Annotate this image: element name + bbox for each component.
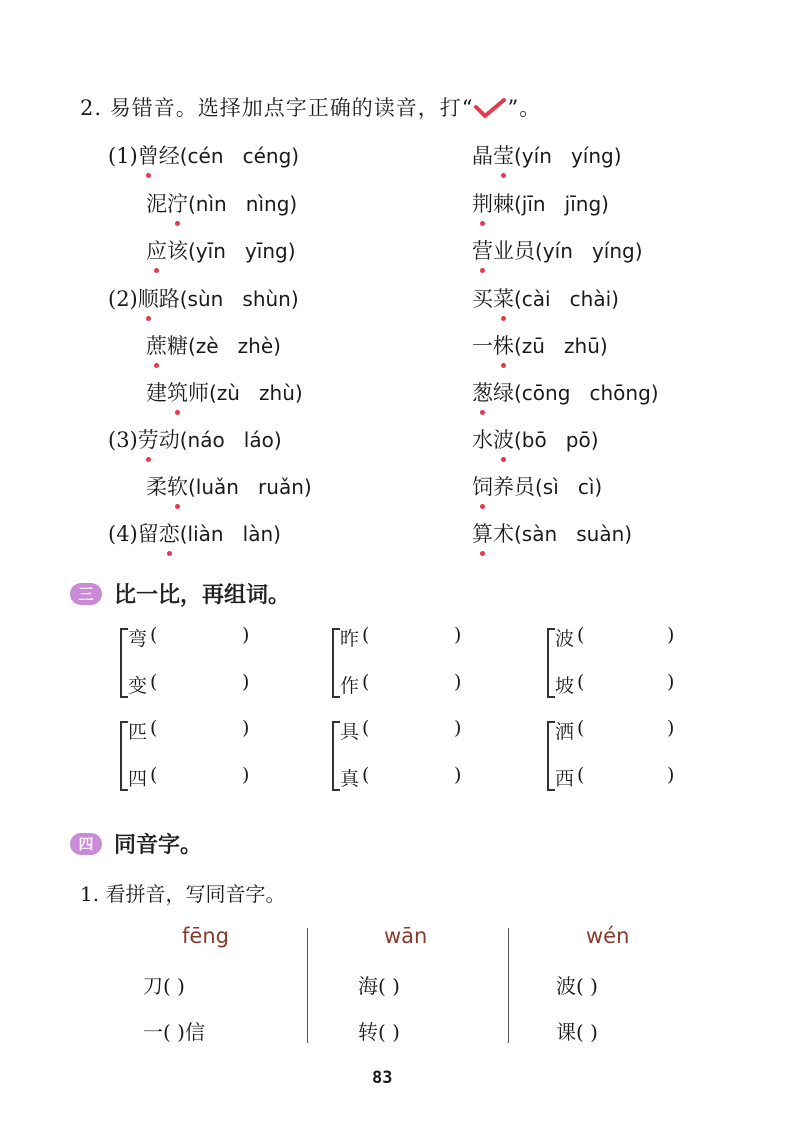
answer-close-paren: ): [242, 624, 250, 646]
compare-char: 变: [128, 675, 148, 697]
homophone-blank: 一( )信: [143, 1020, 205, 1044]
pinyin-options[interactable]: (zū zhū): [514, 334, 608, 358]
pinyin-options[interactable]: (yín yíng): [535, 239, 643, 263]
pinyin-item-row: [146, 377, 303, 409]
answer-close-paren: ): [667, 624, 675, 646]
dotted-char: 饲: [472, 471, 493, 503]
homophone-blank: 波( ): [556, 974, 598, 998]
pinyin-options[interactable]: (zù zhù): [209, 381, 303, 405]
answer-open-paren: (: [362, 717, 370, 739]
compare-char: 西: [555, 768, 575, 790]
dotted-char: 波: [493, 424, 514, 456]
question-2-label: 2. 易错音。选择加点字正确的读音，打“: [80, 96, 474, 120]
word-char: 泥: [146, 192, 167, 216]
compare-char: 具: [340, 721, 360, 743]
pinyin-item-row: [472, 330, 608, 362]
answer-close-paren: ): [454, 717, 462, 739]
compare-char: 昨: [340, 628, 360, 650]
section-4-title: 同音字。: [114, 833, 203, 858]
answer-open-paren: (: [362, 764, 370, 786]
column-divider: [508, 928, 509, 1043]
dotted-char: 泞: [167, 188, 188, 220]
word-char: 师: [188, 381, 209, 405]
compare-char: 匹: [128, 721, 148, 743]
word-char: 棘: [493, 192, 514, 216]
pinyin-options[interactable]: (sì cì): [535, 475, 603, 499]
item-number: (1): [108, 144, 138, 168]
word-char: 买: [472, 287, 493, 311]
pinyin-header-wen: wén: [586, 924, 630, 948]
pair-brace: [547, 628, 555, 698]
dotted-char: 营: [472, 235, 493, 267]
dotted-char: 顺: [138, 283, 159, 315]
pinyin-item-row: [146, 330, 281, 362]
answer-open-paren: (: [150, 764, 158, 786]
dotted-char: 株: [493, 330, 514, 362]
dotted-char: 菜: [493, 283, 514, 315]
word-char: 经: [158, 144, 180, 168]
dotted-char: 劳: [138, 424, 159, 456]
pinyin-item-row: [146, 235, 296, 267]
item-number: (2): [108, 287, 138, 311]
pinyin-options[interactable]: (cài chài): [514, 287, 619, 311]
answer-close-paren: ): [454, 624, 462, 646]
word-char: 建: [146, 381, 167, 405]
word-char: 柔: [146, 475, 167, 499]
pinyin-options[interactable]: (sùn shùn): [179, 287, 299, 311]
dotted-char: 蔗: [146, 330, 167, 362]
pinyin-item-row: [472, 188, 609, 220]
question-2-label-end: ”。: [507, 96, 542, 120]
pair-brace: [332, 628, 340, 698]
pinyin-options[interactable]: (liàn làn): [179, 522, 281, 546]
homophone-blank: 转( ): [358, 1020, 400, 1044]
word-char: 养员: [493, 475, 535, 499]
pinyin-item-row: [472, 140, 622, 172]
dotted-char: 软: [167, 471, 188, 503]
pinyin-header-feng: fēng: [182, 924, 229, 948]
answer-open-paren: (: [150, 624, 158, 646]
word-char: 水: [472, 428, 493, 452]
column-divider: [307, 928, 308, 1043]
dotted-char: 算: [472, 518, 493, 550]
word-char: 留: [137, 522, 159, 546]
item-number: (4): [108, 522, 138, 546]
compare-char: 洒: [555, 721, 575, 743]
dotted-char: 应: [146, 235, 167, 267]
dotted-char: 曾: [138, 140, 159, 172]
pinyin-options[interactable]: (yín yíng): [514, 144, 622, 168]
pinyin-item-row: [472, 283, 619, 315]
page-number: 83: [372, 1068, 393, 1088]
answer-open-paren: (: [150, 671, 158, 693]
word-char: 绿: [493, 381, 514, 405]
answer-open-paren: (: [362, 624, 370, 646]
word-char: 业员: [493, 239, 535, 263]
answer-open-paren: (: [362, 671, 370, 693]
compare-char: 弯: [128, 628, 148, 650]
dotted-char: 恋: [159, 518, 180, 550]
pinyin-options[interactable]: (náo láo): [179, 428, 282, 452]
pinyin-options[interactable]: (cōng chōng): [514, 381, 659, 405]
pinyin-options[interactable]: (bō pō): [514, 428, 599, 452]
answer-close-paren: ): [242, 671, 250, 693]
homophone-blank: 课( ): [556, 1020, 598, 1044]
pinyin-item-row: [108, 283, 299, 315]
item-number: (3): [108, 428, 138, 452]
pinyin-item-row: [472, 377, 659, 409]
dotted-char: 荆: [472, 188, 493, 220]
pinyin-item-row: [108, 424, 282, 456]
compare-char: 波: [555, 628, 575, 650]
answer-close-paren: ): [454, 671, 462, 693]
pinyin-item-row: [108, 140, 299, 172]
word-char: 该: [167, 239, 188, 263]
pinyin-item-row: [472, 471, 602, 503]
checkmark-icon: [473, 97, 507, 119]
pinyin-options[interactable]: (luǎn ruǎn): [188, 475, 312, 499]
dotted-char: 筑: [167, 377, 188, 409]
word-char: 动: [158, 428, 180, 452]
answer-open-paren: (: [577, 717, 585, 739]
pinyin-item-row: [146, 188, 297, 220]
pinyin-options[interactable]: (yīn yīng): [188, 239, 296, 263]
question-2-heading: [80, 92, 541, 122]
pinyin-options[interactable]: (sàn suàn): [514, 522, 633, 546]
pinyin-item-row: [472, 518, 632, 550]
answer-close-paren: ): [242, 717, 250, 739]
pinyin-options[interactable]: (cén céng): [179, 144, 300, 168]
compare-char: 真: [340, 768, 360, 790]
section-4-subquestion: 1. 看拼音，写同音字。: [80, 882, 286, 906]
pinyin-item-row: [146, 471, 312, 503]
answer-open-paren: (: [577, 764, 585, 786]
dotted-char: 葱: [472, 377, 493, 409]
answer-close-paren: ): [242, 764, 250, 786]
answer-close-paren: ): [667, 764, 675, 786]
answer-close-paren: ): [667, 717, 675, 739]
compare-char: 作: [340, 675, 360, 697]
pair-brace: [547, 721, 555, 791]
answer-close-paren: ): [667, 671, 675, 693]
answer-open-paren: (: [577, 671, 585, 693]
section-3-title: 比一比，再组词。: [114, 583, 291, 608]
pinyin-item-row: [472, 424, 599, 456]
section-4-badge: 四: [70, 833, 102, 855]
dotted-char: 莹: [493, 140, 514, 172]
word-char: 糖: [167, 334, 188, 358]
word-char: 晶: [472, 144, 493, 168]
pinyin-options[interactable]: (jīn jīng): [514, 192, 609, 216]
pair-brace: [120, 721, 128, 791]
compare-char: 四: [128, 768, 148, 790]
answer-open-paren: (: [577, 624, 585, 646]
word-char: 术: [493, 522, 514, 546]
word-char: 一: [472, 334, 493, 358]
pair-brace: [120, 628, 128, 698]
section-3-badge: 三: [70, 583, 102, 605]
answer-close-paren: ): [454, 764, 462, 786]
homophone-blank: 海( ): [358, 974, 400, 998]
homophone-blank: 刀( ): [143, 974, 185, 998]
pinyin-item-row: [472, 235, 643, 267]
compare-char: 坡: [555, 675, 575, 697]
pinyin-item-row: [108, 518, 281, 550]
pair-brace: [332, 721, 340, 791]
pinyin-options[interactable]: (nìn nìng): [188, 192, 298, 216]
pinyin-options[interactable]: (zè zhè): [188, 334, 281, 358]
answer-open-paren: (: [150, 717, 158, 739]
pinyin-header-wan: wān: [384, 924, 428, 948]
word-char: 路: [158, 287, 180, 311]
